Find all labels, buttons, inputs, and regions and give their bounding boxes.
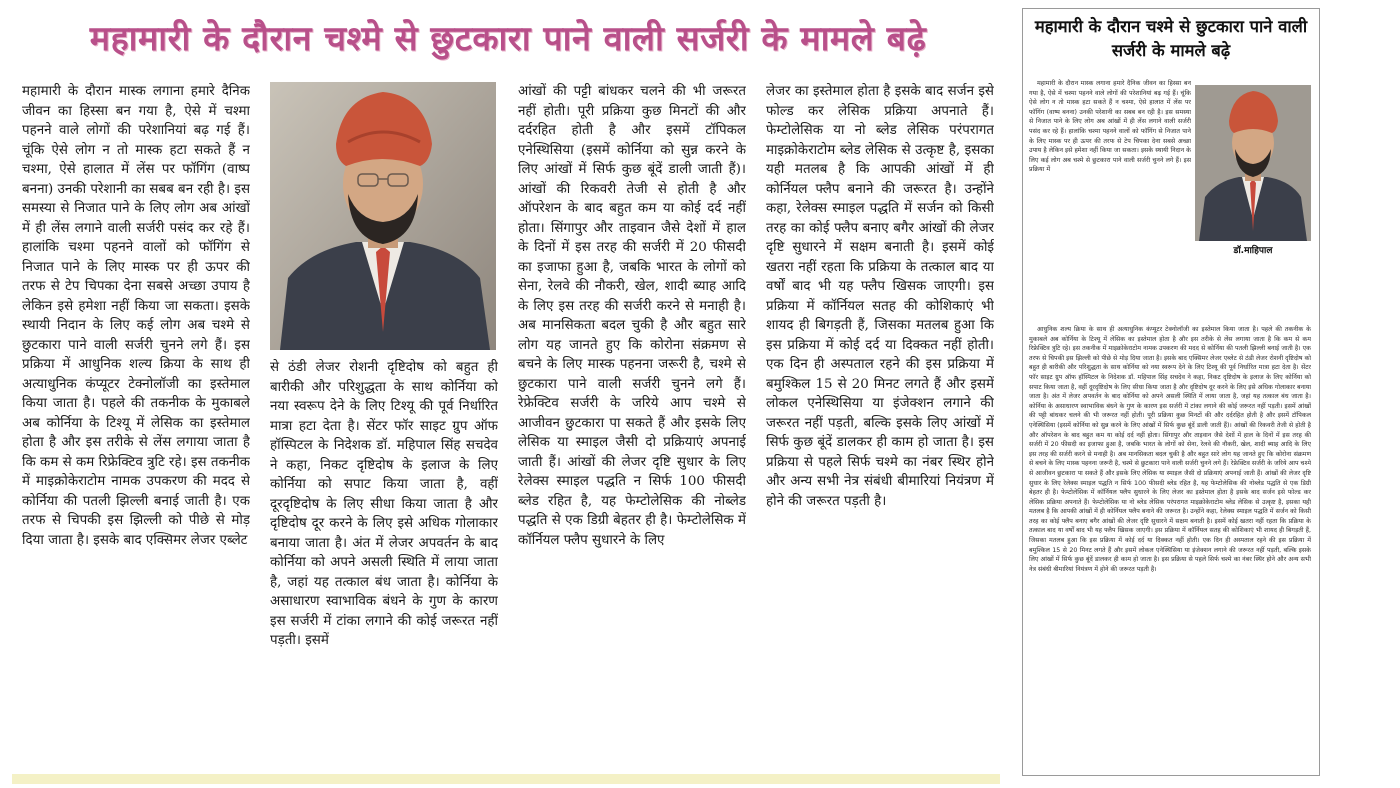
portrait-photo-icon [1195, 85, 1311, 241]
portrait-photo-svg [270, 82, 496, 350]
thumbnail-headline: महामारी के दौरान चश्मे से छुटकारा पाने वाली सर्जरी के मामले बढ़े [1034, 17, 1308, 60]
column-text: महामारी के दौरान मास्क लगाना हमारे दैनिक जीवन का हिस्सा बन गया है, ऐसे में चश्मा पहनने वाले लोगों की परेशानियां बढ़ गई हैं। चूंकि ऐसे लोग न तो मास्क हटा सकते हैं न चश्मा, ऐसे हालात में लेंस पर फॉगिंग (वाष्प बनना) उनकी परेशानी का सबब बन रही है। इस समस्या से निजात पाने के लिए लोग अब आंखों में ही लेंस लगाने वाली सर्जरी पसंद कर रहे हैं। हालांकि चश्मा पहनने वालों को फॉगिंग से निजात पाने के लिए मास्क पर ही ऊपर की तरफ से टेप चिपका देना सबसे अच्छा उपाय है लेकिन इसे हमेशा नहीं किया जा सकता। इसके स्थायी निदान के लिए कई लोग अब चश्मे से छुटकारा पाने वाली सर्जरी चुनने लगे हैं। इस प्रक्रिया में आधुनिक शल्य क्रिया के साथ ही अत्याधुनिक कंप्यूटर टेक्नोलॉजी का इस्तेमाल किया जाता है। पहले की तकनीक के मुकाबले अब कोर्निया के टिश्यू में लेसिक का इस्तेमाल होता है और इस तरीके से लेंस लगाया जाता है कि कम से कम रिफ्रेक्टिव त्रुटि रहे। इस तकनीक में माइक्रोकेराटोम नामक उपकरण की मदद से कोर्निया की पतली झिल्ली बनाई जाती है। एक तरफ से चिपकी इस झिल्ली को पीछे से मोड़ दिया जाता है। इसके बाद एक्सिमर लेजर एब्लेट [22, 84, 250, 548]
thumbnail-text: आधुनिक शल्य क्रिया के साथ ही अत्याधुनिक कंप्यूटर टेक्नोलॉजी का इस्तेमाल किया जाता है। पहले की तकनीक के मुकाबले अब कोर्निया के टिश्यू में लेसिक का इस्तेमाल होता है और इस तरीके से लेंस लगाया जाता है कि कम से कम रिफ्रेक्टिव त्रुटि रहे। इस तकनीक में माइक्रोकेराटोम नामक उपकरण की मदद से कोर्निया की पतली झिल्ली बनाई जाती है। एक तरफ से चिपकी इस झिल्ली को पीछे से मोड़ दिया जाता है। इसके बाद एक्सिमर लेजर एब्लेट से ठंडी लेजर रोशनी दृष्टिदोष को बहुत ही बारीकी और परिशुद्धता के साथ कोर्निया को नया स्वरूप देने के लिए टिश्यू की पूर्व निर्धारित मात्रा हटा देता है। सेंटर फॉर साइट ग्रुप ऑफ हॉस्पिटल के निदेशक डॉ. महिपाल सिंह सचदेव ने कहा, निकट दृष्टिदोष के इलाज के लिए कोर्निया को सपाट किया जाता है, वहीं दूरदृष्टिदोष के लिए सीधा किया जाता है और दृष्टिदोष दूर करने के लिए इसे अधिक गोलाकार बनाया जाता है। अंत में लेजर अपवर्तन के बाद कोर्निया को अपने असली स्थिति में लाया जाता है, जहां यह तत्काल बंध जाता है। कोर्निया के असाधारण स्वाभाविक बंधने के गुण के कारण इस सर्जरी में टांका लगाने की कोई जरूरत नहीं पड़ती। इसमें आंखों की पट्टी बांधकर चलने की भी जरूरत नहीं होती। पूरी प्रक्रिया कुछ मिनटों की और दर्दरहित होती है और इसमें टॉपिकल एनेस्थिसिया (इसमें कोर्निया को सुन्न करने के लिए आंखों में सिर्फ कुछ बूंदें डाली जाती हैं)। आंखों की रिकवरी तेजी से होती है और ऑपरेशन के बाद बहुत कम या कोई दर्द नहीं होता। सिंगापुर और ताइवान जैसे देशों में हाल के दिनों में इस तरह की सर्जरी में 20 फीसदी का इजाफा हुआ है, जबकि भारत के लोगों को सेना, रेलवे की नौकरी, खेल, शादी ब्याह आदि के लिए इस तरह की सर्जरी करने से मनाही है। अब मानसिकता बदल चुकी है और बहुत सारे लोग यह जानते हुए कि कोरोना संक्रमण से बचने के लिए मास्क पहनना जरूरी है, चश्मे से छुटकारा पाने वाली सर्जरी चुनने लगे हैं। रेफ्रेक्टिव सर्जरी के जरिये आप चश्मे से आजीवन छुटकारा पा सकते हैं और इसके लिए लेसिक या स्माइल जैसी दो प्रक्रियाएं अपनाई जाती हैं। आंखों की लेजर दृष्टि सुधार के लिए रेलेक्स स्माइल पद्धति न सिर्फ 100 फीसदी ब्लेड रहित है, यह फेम्टोलेसिक की नोब्लेड पद्धति से एक डिग्री बेहतर ही है। फेम्टोलेसिक में कॉर्नियल फ्लैप सुधारने के लिए लेजर का इस्तेमाल होता है इसके बाद सर्जन इसे फोल्ड कर लेसिक प्रक्रिया अपनाते हैं। फेम्टोलेसिक या नो ब्लेड लेसिक परंपरागत माइक्रोकेराटोम ब्लेड लेसिक से उत्कृष्ट है, इसका यही मतलब है कि आपकी आंखों में ही कोर्नियल फ्लैप बनाने की जरूरत है। उन्होंने कहा, रेलेक्स स्माइल पद्धति में सर्जन को किसी तरह का कोई फ्लैप बनाए बगैर आंखों की लेजर दृष्टि सुधारने में सक्षम बनाती है। इसमें कोई खतरा नहीं रहता कि प्रक्रिया के तत्काल बाद या वर्षों बाद भी यह फ्लैप खिसक जाएगी। इस प्रक्रिया में कॉर्नियल सतह की कोशिकाएं भी शायद ही बिगड़ती हैं, जिसका मतलब हुआ कि इस प्रक्रिया में कोई दर्द या दिक्कत नहीं होती। एक दिन ही अस्पताल रहने की इस प्रक्रिया में बमुश्किल 15 से 20 मिनट लगते हैं और इसमें लोकल एनेस्थिसिया या इंजेक्शन लगाने की जरूरत नहीं पड़ती, बल्कि इसके लिए आंखों में सिर्फ कुछ बूंदें डालकर ही काम हो जाता है। इस प्रक्रिया से पहले सिर्फ चश्मे का नंबर स्थिर होने और अन्य सभी नेत्र संबंधी बीमारियां नियंत्रण में होने की जरूरत पड़ती है। [1029, 326, 1311, 573]
portrait-photo-icon [270, 82, 496, 350]
column-text: लेजर का इस्तेमाल होता है इसके बाद सर्जन इसे फोल्ड कर लेसिक प्रक्रिया अपनाते हैं। फेम्टोलेसिक या नो ब्लेड लेसिक परंपरागत माइक्रोकेराटोम ब्लेड लेसिक से उत्कृष्ट है, इसका यही मतलब है कि आपकी आंखों में ही कोर्नियल फ्लैप बनाने की जरूरत है। उन्होंने कहा, रेलेक्स स्माइल पद्धति में सर्जन को किसी तरह का कोई फ्लैप बनाए बगैर आंखों की लेजर दृष्टि सुधारने में सक्षम बनाती है। इसमें कोई खतरा नहीं रहता कि प्रक्रिया के तत्काल बाद या वर्षों बाद भी यह फ्लैप खिसक जाएगी। इस प्रक्रिया में कॉर्नियल सतह की कोशिकाएं भी शायद ही बिगड़ती हैं, जिसका मतलब हुआ कि इस प्रक्रिया में कोई दर्द या दिक्कत नहीं होती। एक दिन ही अस्पताल रहने की इस प्रक्रिया में बमुश्किल 15 से 20 मिनट लगते हैं और इसमें लोकल एनेस्थिसिया या इंजेक्शन लगाने की जरूरत नहीं पड़ती, बल्कि इसके लिए आंखों में सिर्फ कुछ बूंदें डालकर ही काम हो जाता है। इस प्रक्रिया से पहले सिर्फ चश्मे का नंबर स्थिर होने और अन्य सभी नेत्र संबंधी बीमारियां नियंत्रण में होने की जरूरत पड़ती है। [766, 84, 994, 509]
article-column-1 [22, 82, 250, 768]
thumbnail-text: महामारी के दौरान मास्क लगाना हमारे दैनिक जीवन का हिस्सा बन गया है, ऐसे में चश्मा पहनने वाले लोगों की परेशानियां बढ़ गई हैं। चूंकि ऐसे लोग न तो मास्क हटा सकते हैं न चश्मा, ऐसे हालात में लेंस पर फॉगिंग (वाष्प बनना) उनकी परेशानी का सबब बन रही है। इस समस्या से निजात पाने के लिए लोग अब आंखों में ही लेंस लगाने वाली सर्जरी पसंद कर रहे हैं। हालांकि चश्मा पहनने वालों को फॉगिंग से निजात पाने के लिए मास्क पर ही ऊपर की तरफ से टेप चिपका देना सबसे अच्छा उपाय है लेकिन इसे हमेशा नहीं किया जा सकता। इसके स्थायी निदान के लिए कई लोग अब चश्मे से छुटकारा पाने वाली सर्जरी चुनने लगे हैं। इस प्रक्रिया में [1029, 80, 1191, 174]
page-bottom-strip [12, 774, 1000, 784]
column-text: आंखों की पट्टी बांधकर चलने की भी जरूरत नहीं होती। पूरी प्रक्रिया कुछ मिनटों की और दर्दरहित होती है और इसमें टॉपिकल एनेस्थिसिया (इसमें कोर्निया को सुन्न करने के लिए आंखों में सिर्फ कुछ बूंदें डाली जाती हैं)। आंखों की रिकवरी तेजी से होती है और ऑपरेशन के बाद बहुत कम या कोई दर्द नहीं होता। सिंगापुर और ताइवान जैसे देशों में हाल के दिनों में इस तरह की सर्जरी में 20 फीसदी का इजाफा हुआ है, जबकि भारत के लोगों को सेना, रेलवे की नौकरी, खेल, शादी ब्याह आदि के लिए इस तरह की सर्जरी करने से मनाही है। अब मानसिकता बदल चुकी है और बहुत सारे लोग यह जानते हुए कि कोरोना संक्रमण से बचने के लिए मास्क पहनना जरूरी है, चश्मे से छुटकारा पाने वाली सर्जरी चुनने लगे हैं। रेफ्रेक्टिव सर्जरी के जरिये आप चश्मे से आजीवन छुटकारा पा सकते हैं और इसके लिए लेसिक या स्माइल जैसी दो प्रक्रियाएं अपनाई जाती हैं। आंखों की लेजर दृष्टि सुधार के लिए रेलेक्स स्माइल पद्धति न सिर्फ 100 फीसदी ब्लेड रहित है, यह फेम्टोलेसिक की नोब्लेड पद्धति से एक डिग्री बेहतर ही है। फेम्टोलेसिक में कॉर्नियल फ्लैप सुधारने के लिए [518, 84, 746, 548]
thumbnail-text-top [1029, 79, 1191, 321]
column-text: से ठंडी लेजर रोशनी दृष्टिदोष को बहुत ही बारीकी और परिशुद्धता के साथ कोर्निया को नया स्वरूप देने के लिए टिश्यू की पूर्व निर्धारित मात्रा हटा देता है। सेंटर फॉर साइट ग्रुप ऑफ हॉस्पिटल के निदेशक डॉ. महिपाल सिंह सचदेव ने कहा, निकट दृष्टिदोष के इलाज के लिए कोर्निया को सपाट किया जाता है, वहीं दूरदृष्टिदोष के लिए सीधा किया जाता है और दृष्टिदोष दूर करने के लिए इसे अधिक गोलाकार बनाया जाता है। अंत में लेजर अपवर्तन के बाद कोर्निया को अपने असली स्थिति में लाया जाता है, जहां यह तत्काल बंध जाता है। कोर्निया के असाधारण स्वाभाविक बंधने के गुण के कारण इस सर्जरी में टांका लगाने की कोई जरूरत नहीं पड़ती। इसमें [270, 360, 498, 648]
main-article [12, 6, 1000, 784]
thumbnail-photo-svg [1195, 85, 1311, 241]
thumbnail-text-bottom [1029, 325, 1311, 769]
article-column-3 [518, 82, 746, 768]
article-thumbnail [1022, 8, 1320, 776]
article-column-4 [766, 82, 994, 768]
photo-caption: डॉ.माहिपाल [1233, 246, 1273, 256]
article-column-2 [270, 358, 498, 768]
article-headline: महामारी के दौरान चश्मे से छुटकारा पाने वाली सर्जरी के मामले बढ़े [89, 19, 927, 59]
